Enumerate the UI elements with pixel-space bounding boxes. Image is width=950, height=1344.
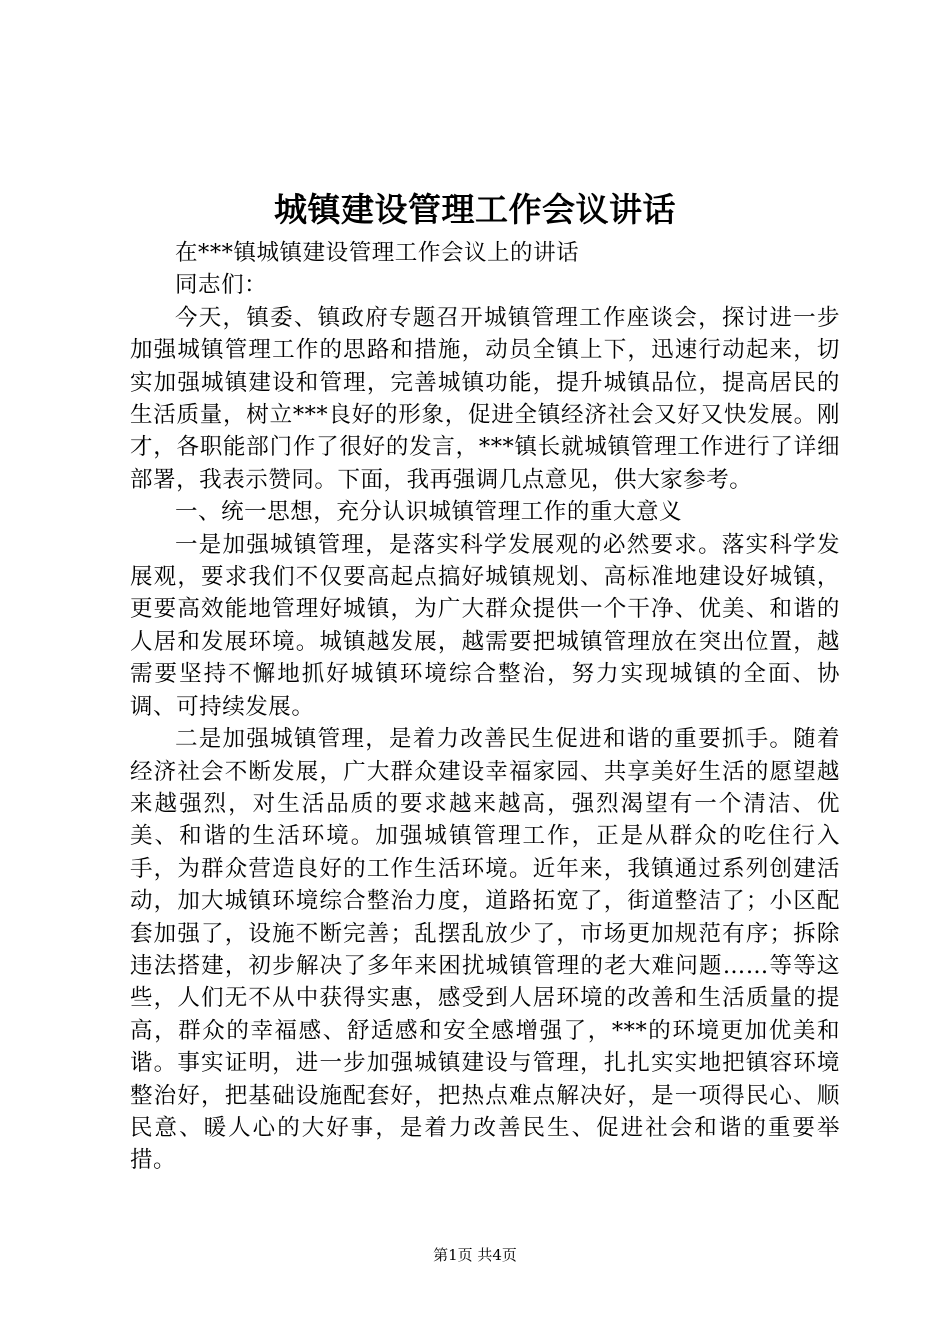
body-paragraph: 一是加强城镇管理，是落实科学发展观的必然要求。落实科学发展观，要求我们不仅要高起点搞好城镇规划、高标准地建设好城镇，更要高效能地管理好城镇，为广大群众提供一个干净、优美、和谐的人居和发展环境。城镇越发展，越需要把城镇管理放在突出位置，越需要坚持不懈地抓好城镇环境综合整治，努力实现城镇的全面、协调、可持续发展。 (130, 531, 840, 720)
page-footer: 第1页 共4页 (433, 1246, 517, 1264)
salutation: 同志们： (175, 272, 268, 299)
body-paragraph: 二是加强城镇管理，是着力改善民生促进和谐的重要抓手。随着经济社会不断发展，广大群众建设幸福家园、共享美好生活的愿望越来越强烈，对生活品质的要求越来越高，强烈渴望有一个清洁、优美、和谐的生活环境。加强城镇管理工作，正是从群众的吃住行入手，为群众营造良好的工作生活环境。近年来，我镇通过系列创建活动，加大城镇环境综合整治力度，道路拓宽了，街道整洁了；小区配套加强了，设施不断完善；乱摆乱放少了，市场更加规范有序；拆除违法搭建，初步解决了多年来困扰城镇管理的老大难问题……等等这些，人们无不从中获得实惠，感受到人居环境的改善和生活质量的提高，群众的幸福感、舒适感和安全感增强了，***的环境更加优美和谐。事实证明，进一步加强城镇建设与管理，扎扎实实地把镇容环境整治好，把基础设施配套好，把热点难点解决好，是一项得民心、顺民意、暖人心的大好事，是着力改善民生、促进社会和谐的重要举措。 (130, 726, 840, 1174)
body-paragraph: 今天，镇委、镇政府专题召开城镇管理工作座谈会，探讨进一步加强城镇管理工作的思路和措施，动员全镇上下，迅速行动起来，切实加强城镇建设和管理，完善城镇功能，提升城镇品位，提高居民的生活质量，树立***良好的形象，促进全镇经济社会又好又快发展。刚才，各职能部门作了很好的发言，***镇长就城镇管理工作进行了详细部署，我表示赞同。下面，我再强调几点意见，供大家参考。 (130, 304, 840, 493)
document-body (130, 237, 840, 1177)
speech-subtitle: 在***镇城镇建设管理工作会议上的讲话 (175, 240, 580, 266)
document-title: 城镇建设管理工作会议讲话 (274, 190, 676, 229)
section-heading: 一、统一思想，充分认识城镇管理工作的重大意义 (175, 499, 683, 526)
